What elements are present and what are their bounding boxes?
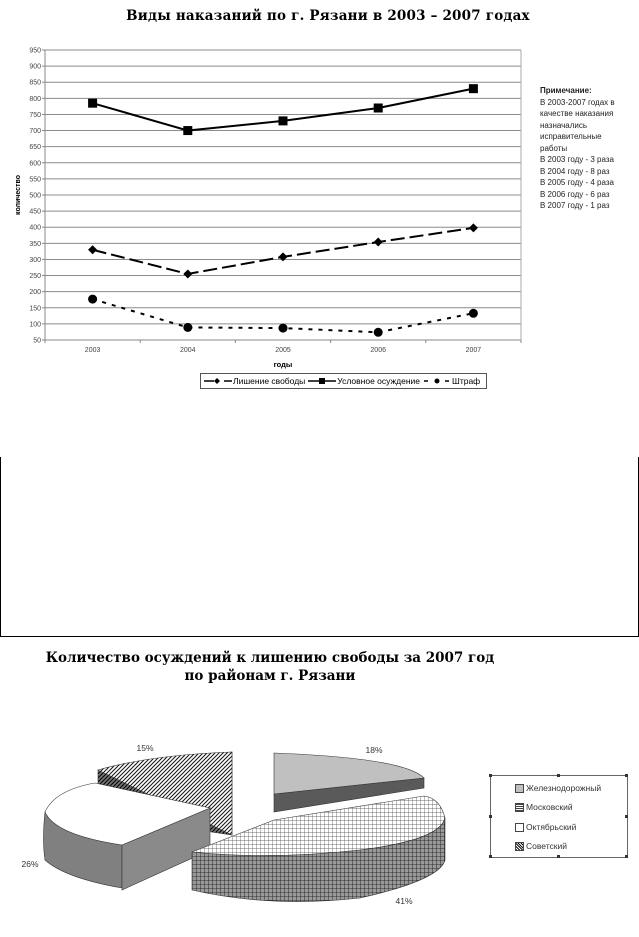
data-point — [88, 245, 97, 254]
y-tick-label: 350 — [29, 240, 41, 248]
legend-label: Московский — [526, 802, 573, 812]
x-tick-label: 2006 — [370, 347, 386, 354]
data-point — [279, 252, 288, 261]
data-point — [88, 295, 97, 304]
pie-chart — [0, 700, 480, 937]
y-tick-label: 100 — [29, 321, 41, 329]
data-point — [374, 328, 383, 337]
resize-handle[interactable] — [489, 774, 492, 777]
y-tick-label: 550 — [29, 176, 41, 184]
pie-label-moskovsky: 41% — [395, 896, 413, 906]
note-line: качестве наказания — [540, 109, 614, 118]
legend-item-zheleznodorozhny — [515, 783, 601, 793]
y-tick-label: 400 — [29, 224, 41, 232]
swatch-icon — [515, 842, 524, 851]
data-point — [374, 104, 383, 113]
legend-item-oktyabrsky — [515, 822, 576, 832]
series-line — [93, 228, 474, 274]
note-line: В 2003 году - 3 раза — [540, 155, 614, 164]
note-line: В 2006 году - 6 раз — [540, 189, 610, 199]
resize-handle[interactable] — [489, 855, 492, 858]
legend-label: Октябрьский — [526, 822, 577, 832]
y-tick-label: 200 — [29, 289, 41, 297]
line-chart-legend — [200, 373, 487, 389]
y-tick-label: 450 — [29, 208, 41, 216]
legend-label: Условное осуждение — [337, 376, 421, 386]
y-tick-label: 850 — [29, 79, 41, 87]
circle-dotted-line-icon — [423, 377, 451, 385]
data-point — [183, 323, 192, 332]
empty-frame — [0, 457, 639, 637]
y-tick-label: 950 — [29, 47, 41, 55]
series-diamond — [88, 223, 478, 278]
pie-title-line: Количество осуждений к лишению свободы за 2007 год — [45, 650, 495, 666]
x-tick-label: 2003 — [84, 347, 101, 354]
legend-label: Штраф — [452, 376, 481, 386]
legend-item-sovetsky — [515, 841, 567, 851]
x-tick-label: 2004 — [180, 347, 196, 354]
y-tick-label: 800 — [29, 95, 41, 103]
y-axis-label: количество — [15, 175, 22, 215]
square-solid-line-icon — [308, 377, 336, 385]
series-square — [88, 84, 478, 135]
pie-chart-title — [0, 649, 540, 685]
data-point — [374, 238, 383, 247]
note-line: В 2005 году - 4 раза — [540, 178, 614, 187]
swatch-icon — [515, 823, 524, 832]
y-tick-labels — [29, 48, 41, 345]
swatch-icon — [515, 803, 524, 812]
x-axis-label: годы — [273, 360, 293, 369]
legend-label: Лишение свободы — [233, 376, 306, 386]
note-heading: Примечание: — [540, 86, 592, 95]
resize-handle[interactable] — [557, 855, 560, 858]
resize-handle[interactable] — [557, 774, 560, 777]
chart-note — [540, 85, 639, 212]
swatch-icon — [515, 784, 524, 793]
series-circle — [88, 295, 478, 337]
note-line: назначались — [540, 120, 588, 130]
note-line: В 2004 году - 8 раз — [540, 166, 610, 176]
y-tick-label: 650 — [29, 144, 41, 152]
data-point — [469, 84, 478, 93]
legend-label: Железнодорожный — [526, 783, 602, 793]
x-tick-label: 2007 — [465, 347, 482, 354]
y-tick-label: 750 — [29, 111, 41, 119]
y-tick-label: 250 — [29, 273, 41, 281]
pie-title-line: по районам г. Рязани — [184, 668, 356, 684]
resize-handle[interactable] — [625, 815, 628, 818]
x-tick-labels — [85, 347, 481, 354]
legend-item-probation — [308, 376, 420, 386]
x-tick-label: 2005 — [275, 347, 291, 354]
y-tick-label: 900 — [29, 63, 41, 71]
legend-item-moskovsky — [515, 802, 573, 812]
data-point — [279, 116, 288, 125]
y-tick-label: 50 — [33, 337, 41, 345]
y-tick-label: 300 — [29, 256, 41, 264]
data-point — [469, 309, 478, 318]
legend-label: Советский — [526, 841, 567, 851]
data-point — [279, 324, 288, 333]
y-tick-label: 700 — [29, 128, 41, 136]
resize-handle[interactable] — [625, 774, 628, 777]
note-line: В 2003-2007 годах в — [540, 97, 615, 107]
series — [88, 84, 478, 337]
note-line: работы — [540, 143, 568, 153]
pie-label-sovetsky: 15% — [136, 743, 154, 753]
legend-item-fine — [423, 376, 480, 386]
y-tick-label: 600 — [29, 160, 41, 168]
data-point — [183, 126, 192, 135]
y-tick-label: 150 — [29, 305, 41, 313]
y-tick-label: 500 — [29, 192, 41, 200]
data-point — [469, 223, 478, 232]
data-point — [88, 99, 97, 108]
legend-item-deprivation — [204, 376, 305, 386]
resize-handle[interactable] — [625, 855, 628, 858]
note-line: В 2007 году - 1 раз — [540, 201, 610, 210]
pie-chart-legend[interactable] — [490, 775, 628, 858]
data-point — [183, 269, 192, 278]
resize-handle[interactable] — [489, 815, 492, 818]
line-chart-title: Виды наказаний по г. Рязани в 2003 – 2007 годах — [126, 8, 530, 24]
pie-label-zheleznodorozhny: 18% — [365, 745, 383, 755]
pie-label-oktyabrsky: 26% — [21, 859, 39, 869]
diamond-dashed-line-icon — [204, 377, 232, 385]
note-line: исправительные — [540, 132, 602, 141]
